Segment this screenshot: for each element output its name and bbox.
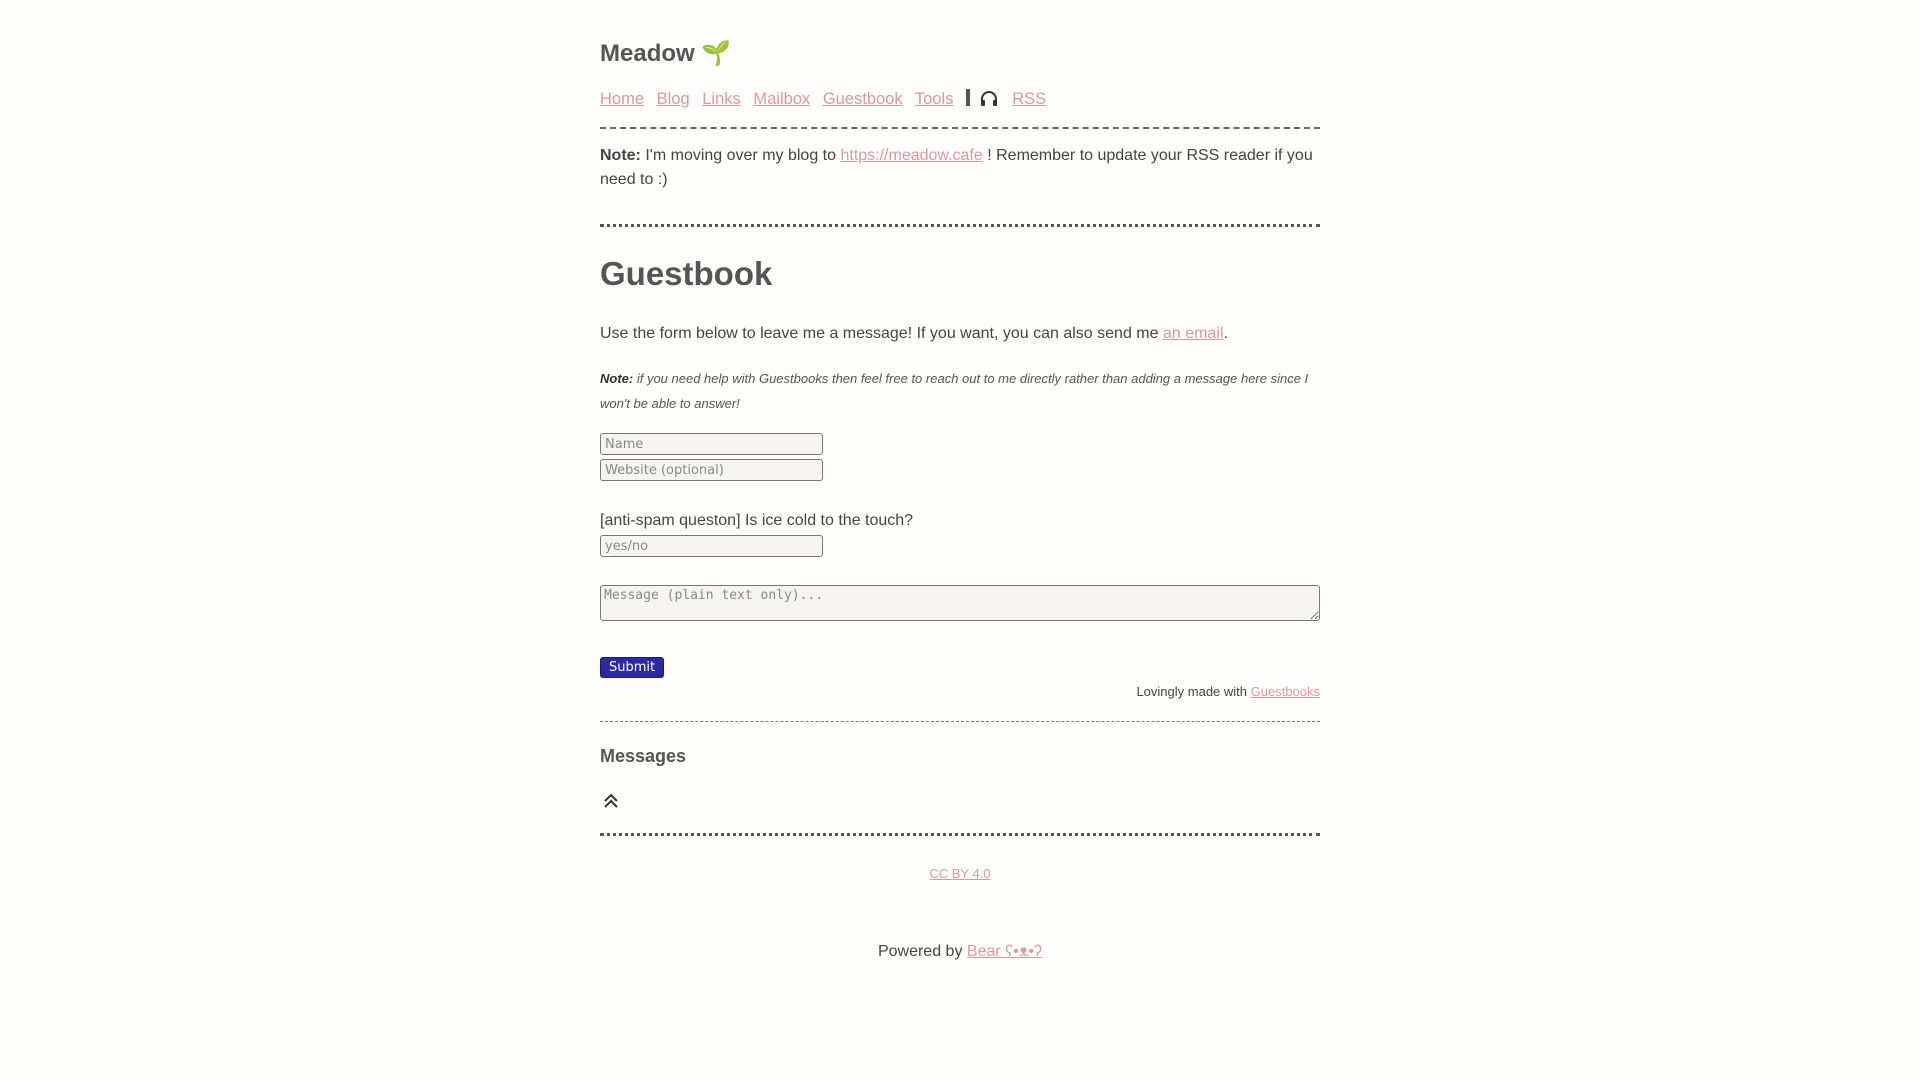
- site-title-text[interactable]: Meadow: [600, 40, 695, 67]
- intro-text-before: Use the form below to leave me a message! If you want, you can also send me: [600, 325, 1163, 342]
- main-nav: [600, 89, 1054, 112]
- antispam-question: [anti-spam queston] Is ice cold to the touch?: [600, 512, 914, 529]
- email-link[interactable]: an email: [1162, 325, 1224, 342]
- nav-blog[interactable]: Blog: [656, 90, 690, 108]
- form-divider: [600, 721, 1320, 722]
- header-divider: [600, 127, 1320, 129]
- website-input[interactable]: [600, 459, 823, 481]
- intro-text-after: .: [1223, 325, 1228, 342]
- powered-by: [600, 942, 1320, 962]
- help-note: [600, 366, 1330, 416]
- nav-links[interactable]: Links: [702, 90, 741, 108]
- message-textarea[interactable]: [600, 585, 1320, 621]
- bear-link[interactable]: Bear ʕ•ᴥ•ʔ: [966, 943, 1043, 960]
- messages-divider: [600, 833, 1320, 836]
- notice-divider: [600, 224, 1320, 227]
- powered-text: Powered by: [877, 943, 967, 960]
- guestbook-credit: [1136, 684, 1320, 700]
- notice-label: Note:: [600, 147, 641, 164]
- help-note-label: Note:: [600, 371, 634, 386]
- submit-button[interactable]: Submit: [600, 657, 664, 678]
- nav-guestbook[interactable]: Guestbook: [822, 90, 903, 108]
- moving-notice: [600, 144, 1320, 192]
- nav-rss[interactable]: RSS: [1012, 90, 1047, 108]
- notice-link[interactable]: https://meadow.cafe: [840, 147, 983, 164]
- notice-text-before: I'm moving over my blog to: [640, 147, 841, 164]
- site-title[interactable]: [600, 40, 731, 68]
- messages-heading: Messages: [600, 746, 687, 766]
- seedling-icon: 🌱: [701, 40, 732, 67]
- guestbooks-link[interactable]: Guestbooks: [1250, 684, 1320, 699]
- nav-tools[interactable]: Tools: [914, 90, 954, 108]
- page-title: Guestbook: [600, 255, 773, 292]
- notice-text-after: ! Remember to update your RSS reader if you need to :): [600, 147, 1313, 188]
- name-input[interactable]: [600, 433, 823, 455]
- license: [600, 866, 1320, 882]
- double-chevron-up-icon[interactable]: [602, 792, 620, 815]
- nav-separator: [966, 89, 970, 106]
- credit-text: Lovingly made with: [1136, 684, 1251, 699]
- antispam-input[interactable]: [600, 535, 823, 557]
- headphones-icon[interactable]: [980, 90, 998, 112]
- license-link[interactable]: CC BY 4.0: [929, 866, 991, 881]
- intro-text: [600, 323, 1228, 345]
- nav-home[interactable]: Home: [600, 90, 645, 108]
- nav-mailbox[interactable]: Mailbox: [753, 90, 811, 108]
- help-note-text: if you need help with Guestbooks then feel free to reach out to me directly rather than adding a message here since I won't be able to answer!: [600, 371, 1309, 411]
